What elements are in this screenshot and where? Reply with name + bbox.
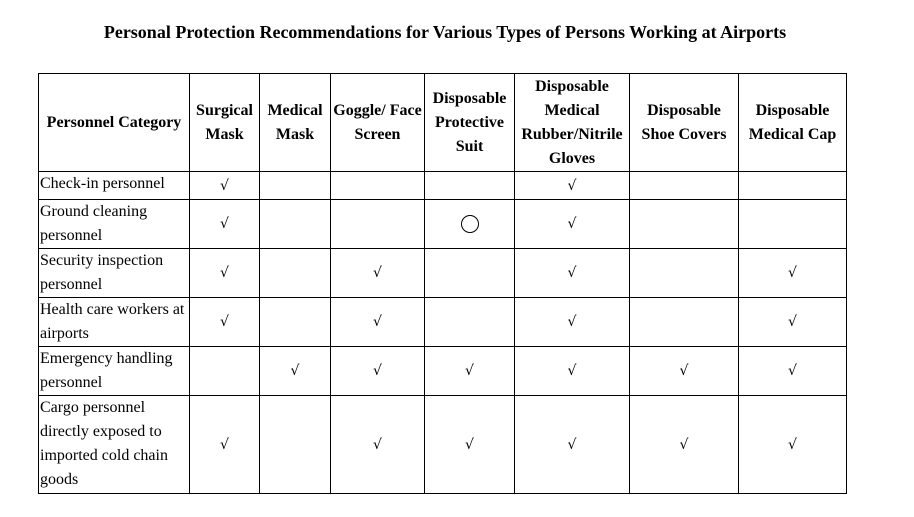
check-mark-icon: √ [220, 216, 229, 232]
mark-cell [515, 200, 630, 249]
check-mark-icon: √ [567, 177, 577, 194]
circle-icon [461, 215, 479, 233]
mark-cell [190, 396, 260, 494]
mark-cell [190, 347, 260, 396]
check-mark-icon: √ [788, 436, 797, 453]
mark-cell [515, 396, 630, 494]
mark-cell [331, 172, 425, 200]
mark-cell [190, 249, 260, 298]
mark-cell [190, 200, 260, 249]
table-row [39, 249, 847, 298]
mark-cell [260, 396, 331, 494]
personnel-category: Emergency handling personnel [39, 347, 190, 396]
personnel-category: Cargo personnel directly exposed to imported cold chain goods [39, 396, 190, 494]
mark-cell [515, 172, 630, 200]
mark-cell [739, 396, 847, 494]
check-mark-icon: √ [373, 436, 382, 453]
mark-cell [190, 172, 260, 200]
mark-cell [739, 249, 847, 298]
mark-cell [739, 298, 847, 347]
check-mark-icon: √ [220, 265, 229, 281]
mark-cell [260, 347, 331, 396]
mark-cell [425, 298, 515, 347]
mark-cell [425, 200, 515, 249]
mark-cell [331, 200, 425, 249]
check-mark-icon: √ [679, 436, 689, 453]
mark-cell [515, 347, 630, 396]
protection-table [38, 73, 847, 494]
column-header: Disposable Shoe Covers [630, 74, 739, 172]
mark-cell [630, 347, 739, 396]
column-header: Medical Mask [260, 74, 331, 172]
mark-cell [260, 249, 331, 298]
mark-cell [739, 200, 847, 249]
personnel-category: Ground cleaning personnel [39, 200, 190, 249]
check-mark-icon: √ [788, 265, 797, 281]
mark-cell [331, 396, 425, 494]
check-mark-icon: √ [290, 363, 300, 379]
check-mark-icon: √ [788, 314, 797, 330]
mark-cell [425, 172, 515, 200]
check-mark-icon: √ [567, 216, 577, 232]
personnel-category: Security inspection personnel [39, 249, 190, 298]
check-mark-icon: √ [220, 436, 229, 453]
mark-cell [515, 298, 630, 347]
mark-cell [260, 200, 331, 249]
check-mark-icon: √ [465, 436, 474, 453]
mark-cell [630, 249, 739, 298]
header-row [39, 74, 847, 172]
column-header: Disposable Protective Suit [425, 74, 515, 172]
check-mark-icon: √ [465, 363, 474, 379]
check-mark-icon: √ [567, 265, 577, 281]
check-mark-icon: √ [788, 363, 797, 379]
check-mark-icon: √ [567, 314, 577, 330]
check-mark-icon: √ [373, 363, 382, 379]
mark-cell [739, 347, 847, 396]
mark-cell [739, 172, 847, 200]
check-mark-icon: √ [373, 314, 382, 330]
column-header: Disposable Medical Cap [739, 74, 847, 172]
mark-cell [260, 298, 331, 347]
column-header: Personnel Category [39, 74, 190, 172]
mark-cell [425, 396, 515, 494]
check-mark-icon: √ [567, 436, 577, 453]
column-header: Surgical Mask [190, 74, 260, 172]
check-mark-icon: √ [567, 363, 577, 379]
table-title: Personal Protection Recommendations for Various Types of Persons Working at Airports [103, 22, 787, 42]
mark-cell [190, 298, 260, 347]
mark-cell [425, 347, 515, 396]
mark-cell [630, 200, 739, 249]
table-row [39, 172, 847, 200]
personnel-category: Health care workers at airports [39, 298, 190, 347]
mark-cell [630, 396, 739, 494]
table-row [39, 200, 847, 249]
check-mark-icon: √ [679, 363, 689, 379]
check-mark-icon: √ [373, 265, 382, 281]
column-header: Goggle/ Face Screen [331, 74, 425, 172]
table-row [39, 298, 847, 347]
mark-cell [331, 298, 425, 347]
check-mark-icon: √ [220, 177, 229, 194]
mark-cell [515, 249, 630, 298]
personnel-category: Check-in personnel [39, 172, 190, 200]
table-row [39, 347, 847, 396]
mark-cell [331, 249, 425, 298]
mark-cell [331, 347, 425, 396]
mark-cell [260, 172, 331, 200]
mark-cell [630, 298, 739, 347]
table-row [39, 396, 847, 494]
mark-cell [425, 249, 515, 298]
column-header: Disposable Medical Rubber/Nitrile Gloves [515, 74, 630, 172]
check-mark-icon: √ [220, 314, 229, 330]
mark-cell [630, 172, 739, 200]
